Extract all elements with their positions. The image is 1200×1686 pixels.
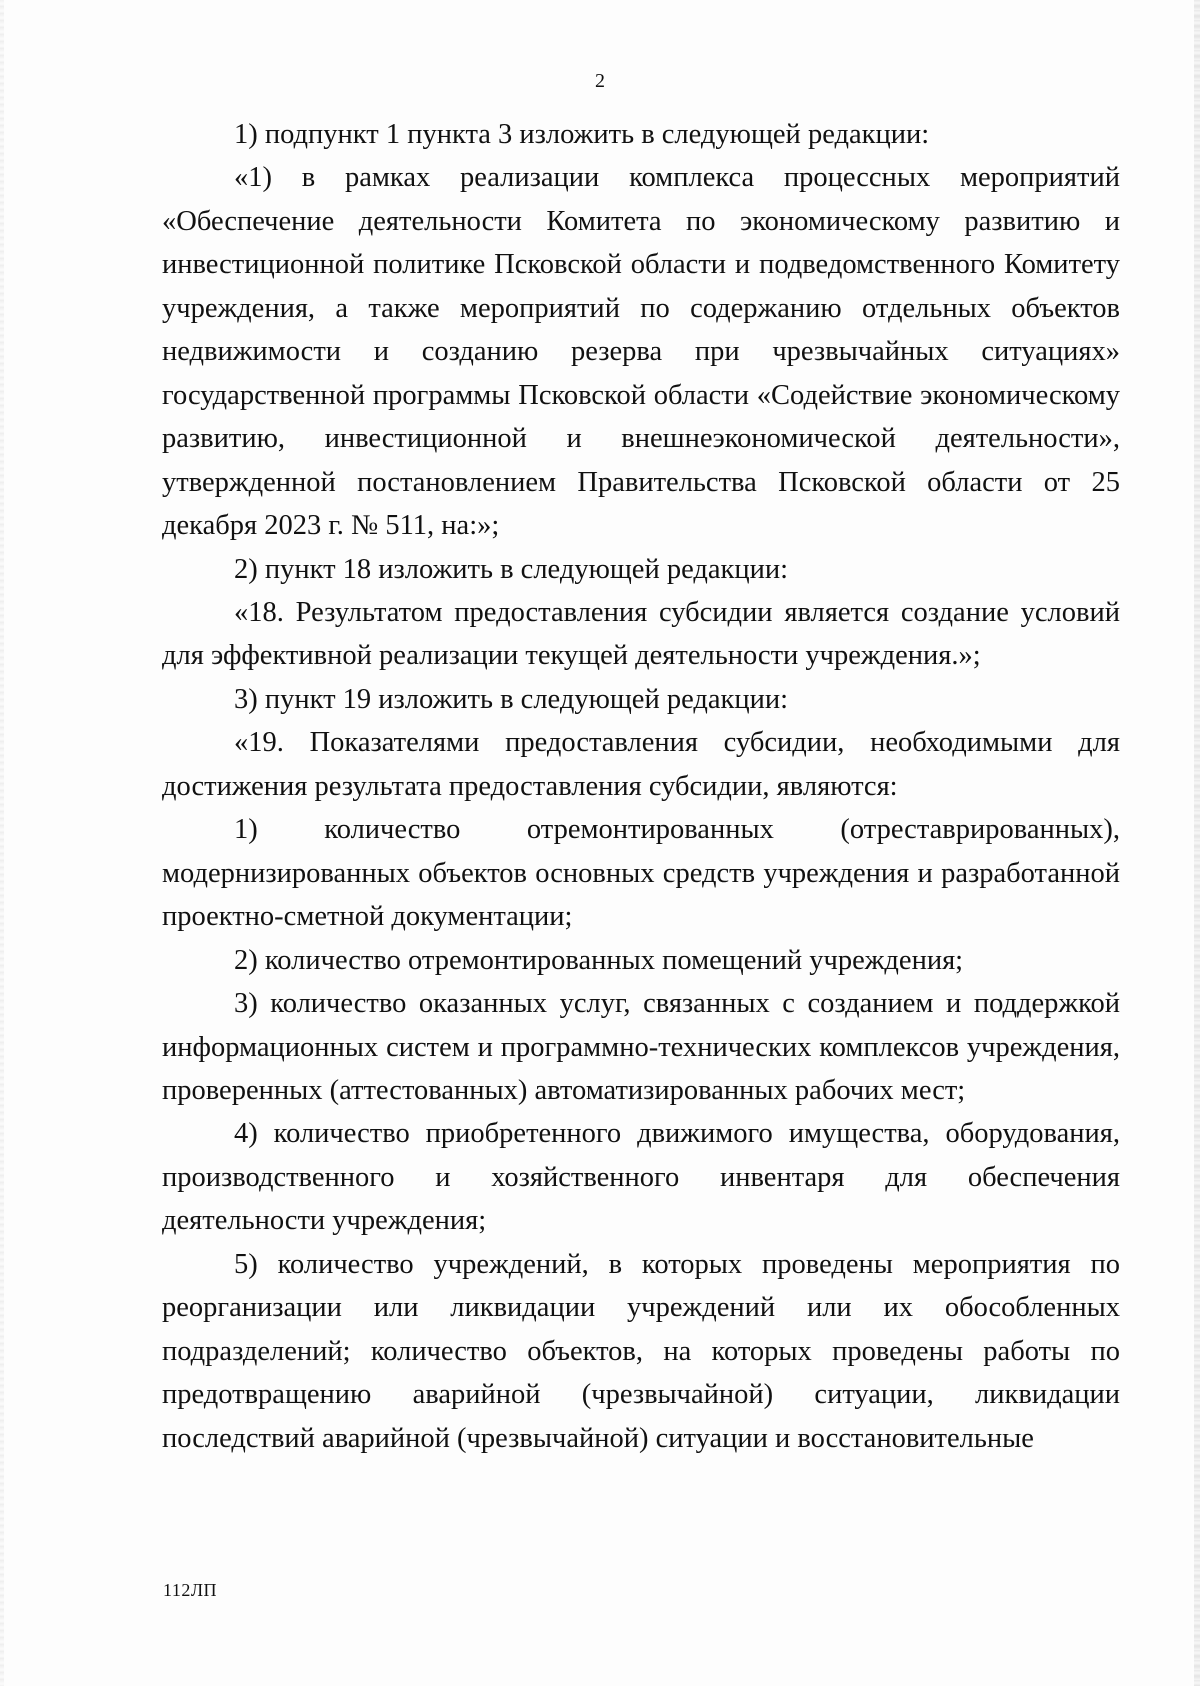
document-body [162,113,1120,1460]
paragraph-indicator-3: 3) количество оказанных услуг, связанных с созданием и поддержкой информационных систем и программно-технических комплексов учреждения, проверенных (аттестованных) автоматизированных рабочих мест; [162,988,1120,1106]
paragraph-amend-item-18: 2) пункт 18 изложить в следующей редакции: [234,553,789,585]
paragraph-indicator-4: 4) количество приобретенного движимого имущества, оборудования, производственного и хозяйственного инвентаря для обеспечения деятельности учреждения; [162,1118,1120,1237]
paragraph-indicator-2: 2) количество отремонтированных помещений учреждения; [234,944,964,976]
document-code: 112ЛП [163,1580,218,1600]
paragraph-amend-item-19: 3) пункт 19 изложить в следующей редакции: [234,683,789,715]
scan-edge-right [1194,0,1200,1686]
paragraph-amend-subitem-1: 1) подпункт 1 пункта 3 изложить в следующей редакции: [234,119,930,150]
paragraph-item-19-text: «19. Показателями предоставления субсидии, необходимыми для достижения результата предоставления субсидии, являются: [162,727,1120,802]
paragraph-indicator-1: 1) количество отремонтированных (отреставрированных), модернизированных объектов основных средств учреждения и разработанной проектно-сметной документации; [162,814,1120,933]
paragraph-subitem-1-text: «1) в рамках реализации комплекса процессных мероприятий «Обеспечение деятельности Комитета по экономическому развитию и инвестиционной политике Псковской области и подведомственного Комитету учреждения, а также мероприятий по содержанию отдельных объектов недвижимости и созданию резерва при чрезвычайных ситуациях» государственной программы Псковской области «Содействие экономическому развитию, инвестиционной и внешнеэкономической деятельности», утвержденной постановлением Правительства Псковской области от 25 декабря 2023 г. № 511, на:»; [162,162,1120,542]
paragraph-item-18-text: «18. Результатом предоставления субсидии является создание условий для эффективной реализации текущей деятельности учреждения.»; [162,596,1120,672]
paragraph-indicator-5: 5) количество учреждений, в которых проведены мероприятия по реорганизации или ликвидации учреждений или их обособленных подразделений; количество объектов, на которых проведены работы по предотвращению аварийной (чрезвычайной) ситуации, ликвидации последствий аварийной (чрезвычайной) ситуации и восстановительные [162,1248,1120,1454]
scan-edge-left [0,0,4,1686]
page-number: 2 [595,70,605,92]
